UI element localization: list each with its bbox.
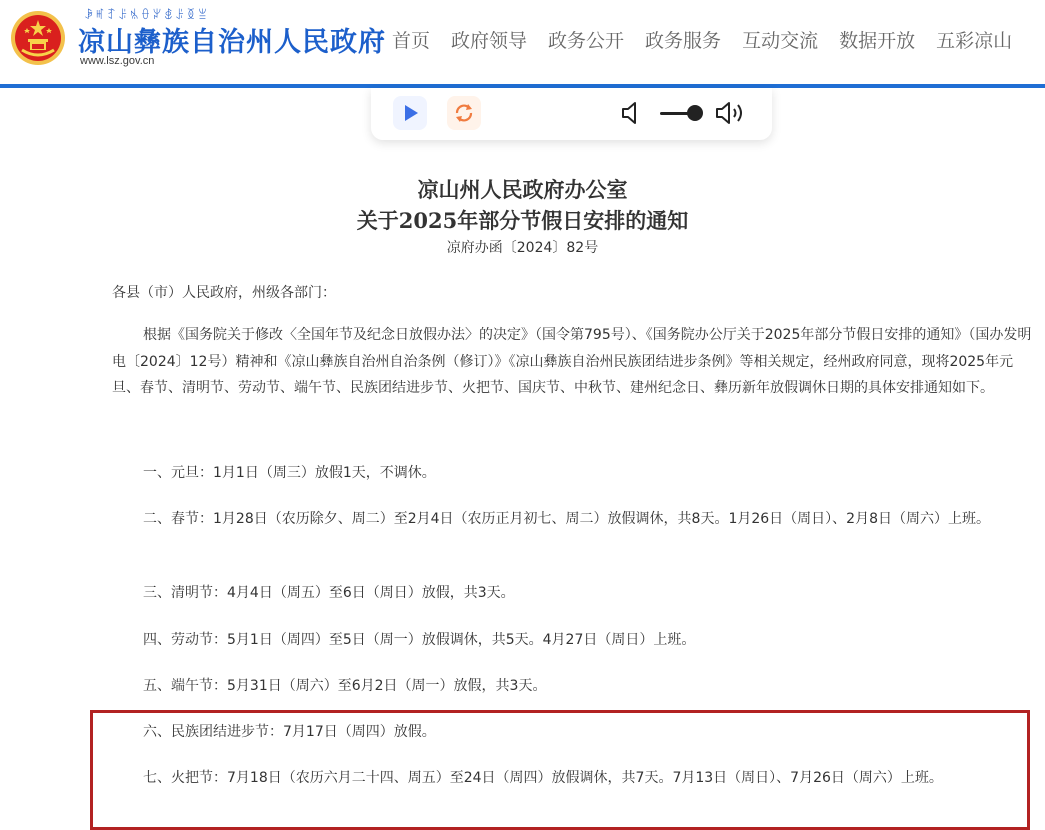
document-title-subject: 关于2025年部分节假日安排的通知 — [356, 208, 689, 233]
nav-item-leaders[interactable]: 政府领导 — [451, 30, 528, 52]
holiday-item-labor-day: 四、劳动节：5月1日（周四）至5日（周一）放假调休，共5天。4月27日（周日）上班。 — [143, 632, 696, 648]
holiday-item-new-year: 一、元旦：1月1日（周三）放假1天，不调休。 — [143, 465, 436, 481]
play-icon — [393, 96, 427, 130]
volume-low-icon[interactable] — [620, 100, 644, 126]
holiday-item-torch-festival: 七、火把节：7月18日（农历六月二十四、周五）至24日（周四）放假调休，共7天。7月13日（周日）、7月26日（周六）上班。 — [143, 770, 943, 786]
document-number: 凉府办函〔2024〕82号 — [446, 240, 599, 256]
holiday-item-ethnic-unity-day: 六、民族团结进步节：7月17日（周四）放假。 — [143, 724, 436, 740]
volume-slider-handle[interactable] — [687, 105, 703, 121]
holiday-item-dragon-boat: 五、端午节：5月31日（周六）至6月2日（周一）放假，共3天。 — [143, 678, 547, 694]
refresh-icon — [447, 96, 481, 130]
highlight-annotation-box — [90, 710, 1030, 830]
nav-item-open-affairs[interactable]: 政务公开 — [548, 30, 625, 52]
document-salutation: 各县（市）人民政府，州级各部门： — [112, 285, 336, 301]
national-emblem-icon — [10, 10, 66, 66]
document-title-issuer: 凉山州人民政府办公室 — [417, 177, 628, 202]
nav-item-interaction[interactable]: 互动交流 — [742, 30, 819, 52]
nav-item-services[interactable]: 政务服务 — [645, 30, 722, 52]
site-title[interactable]: 凉山彝族自治州人民政府 — [78, 27, 386, 58]
main-nav — [392, 26, 1033, 53]
nav-item-colorful-liangshan[interactable]: 五彩凉山 — [936, 30, 1013, 52]
holiday-item-qingming: 三、清明节：4月4日（周五）至6日（周日）放假，共3天。 — [143, 585, 515, 601]
play-button[interactable] — [393, 96, 427, 130]
nav-item-home[interactable]: 首页 — [392, 30, 431, 52]
nav-item-open-data[interactable]: 数据开放 — [839, 30, 916, 52]
volume-high-icon[interactable] — [714, 99, 748, 127]
replay-button[interactable] — [447, 96, 481, 130]
yi-script-title: ꆃꎭꆈꌠꁱꂷꏃꇅꌠꅉꁈ — [84, 8, 210, 22]
site-url: www.lsz.gov.cn — [80, 55, 155, 67]
audio-player — [371, 88, 772, 140]
document-intro-paragraph: 根据《国务院关于修改〈全国年节及纪念日放假办法〉的决定》（国令第795号）、《国务院办公厅关于2025年部分节假日安排的通知》（国办发明电〔2024〕12号）精神和《凉山彝族自治州自治条例（修订）》《凉山彝族自治州民族团结进步条例》等相关规定，经州政府同意，现将2025年元旦、春节、清明节、劳动节、端午节、民族团结进步节、火把节、国庆节、中秋节、建州纪念日、彝历新年放假调休日期的具体安排通知如下。 — [112, 327, 1032, 396]
site-header — [0, 0, 1045, 84]
holiday-item-spring-festival: 二、春节：1月28日（农历除夕、周二）至2月4日（农历正月初七、周二）放假调休，共8天。1月26日（周日）、2月8日（周六）上班。 — [143, 511, 990, 527]
